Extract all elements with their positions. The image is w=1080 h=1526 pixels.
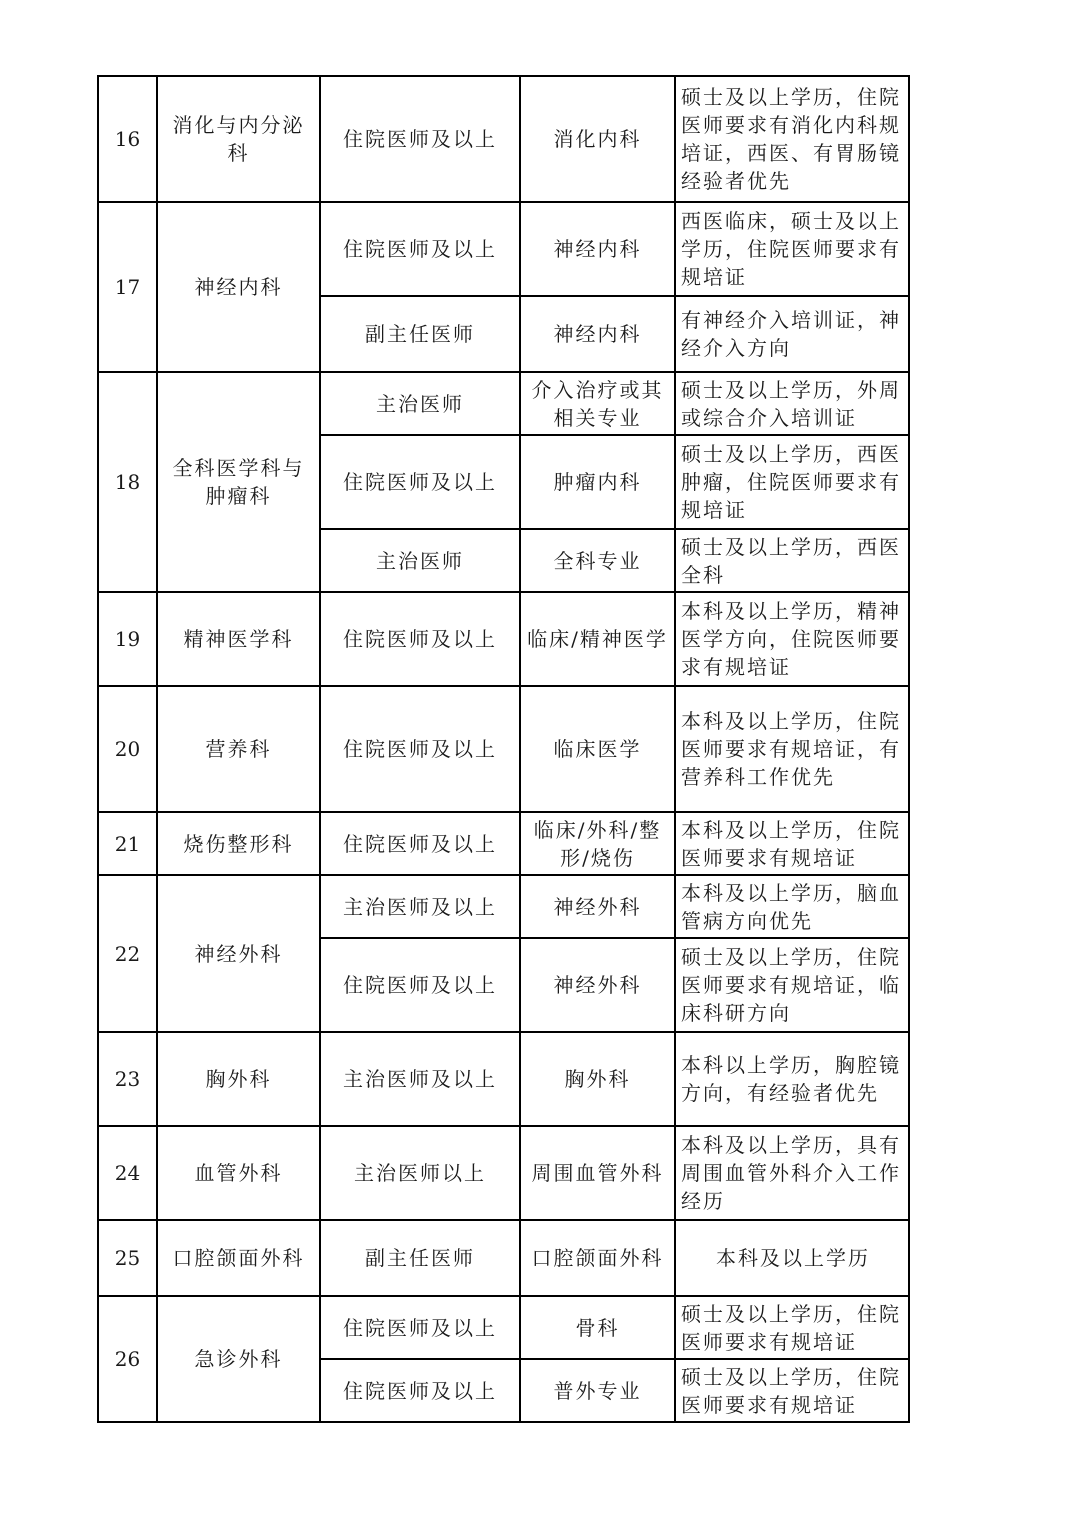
department-cell: 急诊外科 [157, 1296, 320, 1422]
position-cell: 住院医师及以上 [320, 592, 520, 686]
major-cell: 介入治疗或其相关专业 [520, 372, 675, 435]
major-cell: 消化内科 [520, 76, 675, 202]
major-cell: 临床/外科/整形/烧伤 [520, 812, 675, 875]
table-row [98, 686, 909, 812]
table-row [98, 1220, 909, 1296]
position-cell: 住院医师及以上 [320, 76, 520, 202]
table-row [98, 875, 909, 938]
requirement-cell: 有神经介入培训证，神经介入方向 [675, 296, 909, 372]
position-cell: 主治医师以上 [320, 1126, 520, 1220]
major-cell: 临床/精神医学 [520, 592, 675, 686]
requirement-cell: 硕士及以上学历，住院医师要求有规培证 [675, 1296, 909, 1359]
position-cell: 主治医师 [320, 372, 520, 435]
position-cell: 主治医师及以上 [320, 875, 520, 938]
major-cell: 周围血管外科 [520, 1126, 675, 1220]
row-number: 19 [98, 592, 157, 686]
major-cell: 全科专业 [520, 529, 675, 592]
position-cell: 主治医师及以上 [320, 1032, 520, 1126]
department-cell: 血管外科 [157, 1126, 320, 1220]
table-row [98, 372, 909, 435]
table-row [98, 812, 909, 875]
department-cell: 胸外科 [157, 1032, 320, 1126]
requirement-cell: 本科及以上学历，脑血管病方向优先 [675, 875, 909, 938]
requirement-cell: 本科及以上学历 [675, 1220, 909, 1296]
major-cell: 神经外科 [520, 938, 675, 1032]
row-number: 24 [98, 1126, 157, 1220]
table-row [98, 202, 909, 296]
row-number: 25 [98, 1220, 157, 1296]
table-row [98, 1032, 909, 1126]
major-cell: 神经外科 [520, 875, 675, 938]
requirement-cell: 硕士及以上学历，外周或综合介入培训证 [675, 372, 909, 435]
requirement-cell: 硕士及以上学历，住院医师要求有消化内科规培证，西医、有胃肠镜经验者优先 [675, 76, 909, 202]
table-row [98, 1296, 909, 1359]
row-number: 16 [98, 76, 157, 202]
major-cell: 骨科 [520, 1296, 675, 1359]
row-number: 18 [98, 372, 157, 592]
major-cell: 胸外科 [520, 1032, 675, 1126]
requirement-cell: 西医临床，硕士及以上学历，住院医师要求有规培证 [675, 202, 909, 296]
position-cell: 副主任医师 [320, 296, 520, 372]
requirement-cell: 本科及以上学历，具有周围血管外科介入工作经历 [675, 1126, 909, 1220]
requirement-cell: 硕士及以上学历，西医肿瘤，住院医师要求有规培证 [675, 435, 909, 529]
major-cell: 临床医学 [520, 686, 675, 812]
department-cell: 营养科 [157, 686, 320, 812]
requirement-cell: 本科及以上学历，住院医师要求有规培证 [675, 812, 909, 875]
position-cell: 住院医师及以上 [320, 1296, 520, 1359]
row-number: 20 [98, 686, 157, 812]
major-cell: 肿瘤内科 [520, 435, 675, 529]
position-cell: 副主任医师 [320, 1220, 520, 1296]
department-cell: 神经外科 [157, 875, 320, 1032]
row-number: 23 [98, 1032, 157, 1126]
requirement-cell: 硕士及以上学历，住院医师要求有规培证 [675, 1359, 909, 1422]
requirement-cell: 本科以上学历，胸腔镜方向，有经验者优先 [675, 1032, 909, 1126]
department-cell: 消化与内分泌科 [157, 76, 320, 202]
row-number: 22 [98, 875, 157, 1032]
table-row [98, 592, 909, 686]
requirement-cell: 硕士及以上学历，西医全科 [675, 529, 909, 592]
department-cell: 神经内科 [157, 202, 320, 372]
position-cell: 住院医师及以上 [320, 202, 520, 296]
department-cell: 全科医学科与肿瘤科 [157, 372, 320, 592]
position-cell: 住院医师及以上 [320, 938, 520, 1032]
major-cell: 普外专业 [520, 1359, 675, 1422]
row-number: 17 [98, 202, 157, 372]
department-cell: 口腔颌面外科 [157, 1220, 320, 1296]
major-cell: 神经内科 [520, 296, 675, 372]
department-cell: 精神医学科 [157, 592, 320, 686]
row-number: 21 [98, 812, 157, 875]
position-cell: 住院医师及以上 [320, 812, 520, 875]
table-row [98, 76, 909, 202]
major-cell: 神经内科 [520, 202, 675, 296]
requirement-cell: 本科及以上学历，精神医学方向，住院医师要求有规培证 [675, 592, 909, 686]
position-cell: 住院医师及以上 [320, 1359, 520, 1422]
department-cell: 烧伤整形科 [157, 812, 320, 875]
position-cell: 主治医师 [320, 529, 520, 592]
position-cell: 住院医师及以上 [320, 435, 520, 529]
recruitment-table [97, 75, 910, 1423]
table-row [98, 1126, 909, 1220]
requirement-cell: 本科及以上学历，住院医师要求有规培证，有营养科工作优先 [675, 686, 909, 812]
row-number: 26 [98, 1296, 157, 1422]
position-cell: 住院医师及以上 [320, 686, 520, 812]
requirement-cell: 硕士及以上学历，住院医师要求有规培证，临床科研方向 [675, 938, 909, 1032]
major-cell: 口腔颌面外科 [520, 1220, 675, 1296]
